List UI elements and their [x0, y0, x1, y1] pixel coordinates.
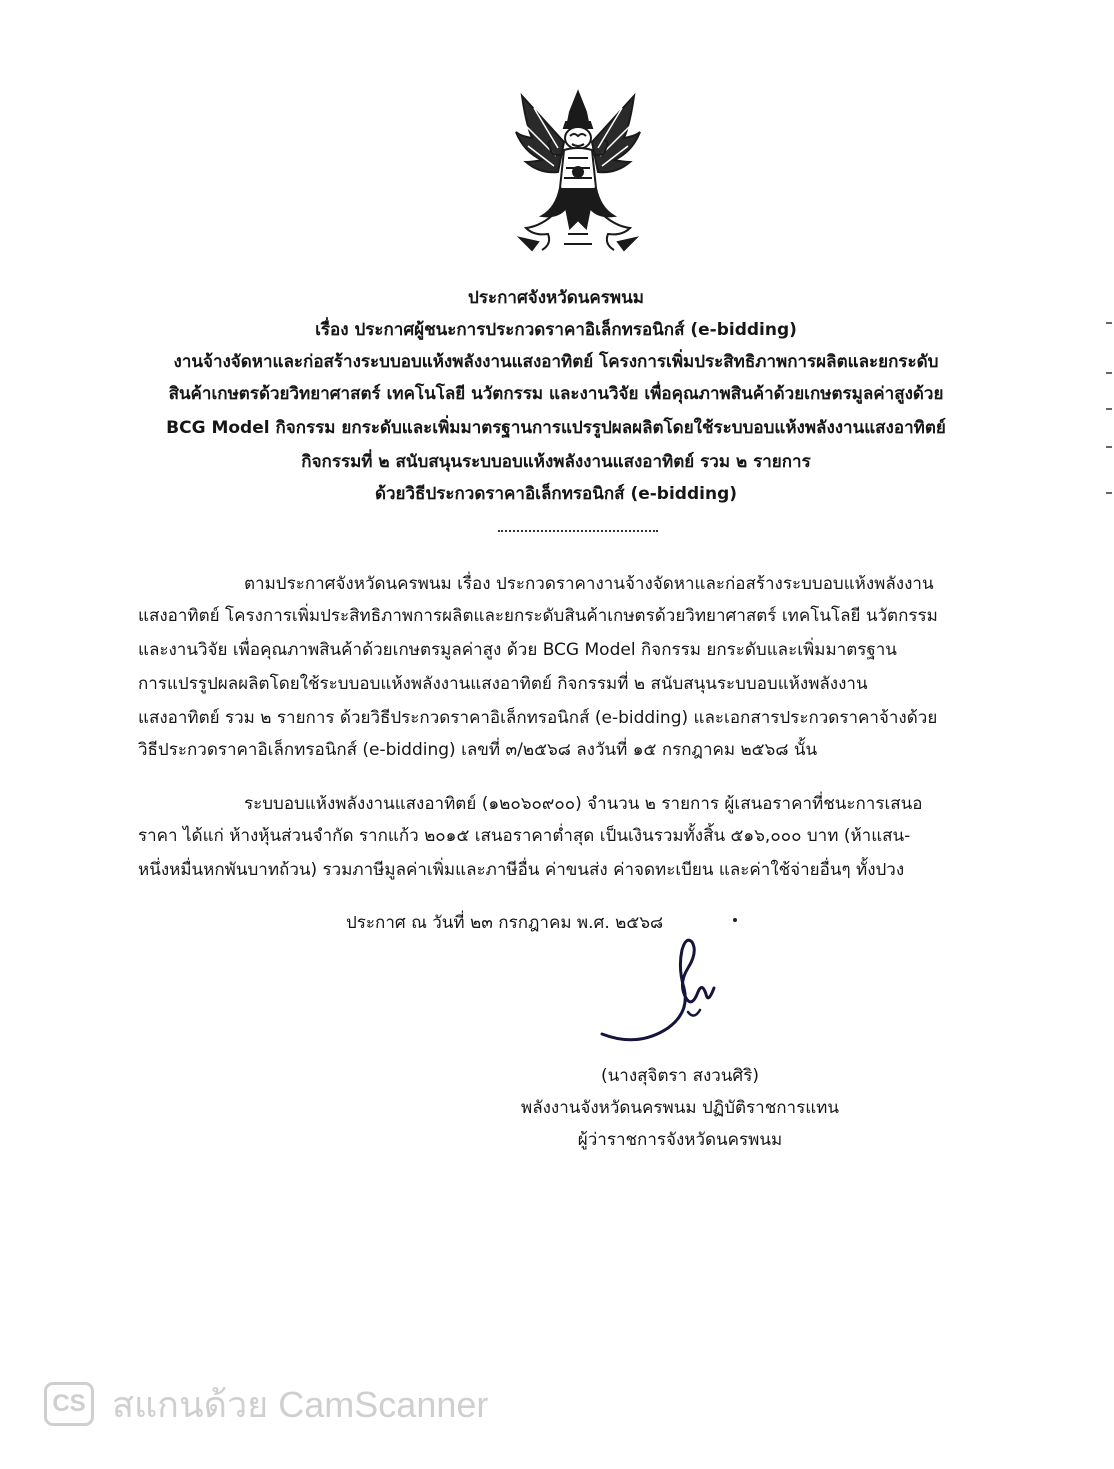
- scan-edge-mark: [1106, 446, 1112, 448]
- paragraph1-line-6: วิธีประกวดราคาอิเล็กทรอนิกส์ (e-bidding) เลขที่ ๓/๒๕๖๘ ลงวันที่ ๑๕ กรกฎาคม ๒๕๖๘ นั้น: [138, 740, 818, 760]
- signature-icon: [598, 928, 718, 1050]
- signatory-position: พลังงานจังหวัดนครพนม ปฏิบัติราชการแทน: [520, 1098, 839, 1118]
- paragraph1-line-2: แสงอาทิตย์ โครงการเพิ่มประสิทธิภาพการผลิตและยกระดับสินค้าเกษตรด้วยวิทยาศาสตร์ เทคโนโลยี นวัตกรรม: [138, 606, 938, 626]
- scan-edge-mark: [1106, 372, 1112, 374]
- paragraph1-line-1: ตามประกาศจังหวัดนครพนม เรื่อง ประกวดราคางานจ้างจัดหาและก่อสร้างระบบอบแห้งพลังงาน: [244, 574, 934, 594]
- header-line-4: สินค้าเกษตรด้วยวิทยาศาสตร์ เทคโนโลยี นวัตกรรม และงานวิจัย เพื่อคุณภาพสินค้าด้วยเกษตรมูลค่าสูงด้วย: [168, 384, 944, 404]
- paragraph1-line-3: และงานวิจัย เพื่อคุณภาพสินค้าด้วยเกษตรมูลค่าสูง ด้วย BCG Model กิจกรรม ยกระดับและเพิ่มมาตรฐาน: [138, 640, 897, 660]
- paragraph2-line-1: ระบบอบแห้งพลังงานแสงอาทิตย์ (๑๒๐๖๐๙๐๐) จำนวน ๒ รายการ ผู้เสนอราคาที่ชนะการเสนอ: [244, 794, 923, 814]
- paragraph1-line-4: การแปรรูปผลผลิตโดยใช้ระบบอบแห้งพลังงานแสงอาทิตย์ กิจกรรมที่ ๒ สนับสนุนระบบอบแห้งพลังงาน: [138, 674, 868, 694]
- header-line-6: กิจกรรมที่ ๒ สนับสนุนระบบอบแห้งพลังงานแสงอาทิตย์ รวม ๒ รายการ: [301, 452, 811, 472]
- announcement-date: ประกาศ ณ วันที่ ๒๓ กรกฎาคม พ.ศ. ๒๕๖๘: [346, 913, 664, 933]
- header-line-1: ประกาศจังหวัดนครพนม: [468, 288, 644, 308]
- header-line-5: BCG Model กิจกรรม ยกระดับและเพิ่มมาตรฐานการแปรรูปผลผลิตโดยใช้ระบบอบแห้งพลังงานแสงอาทิตย์: [166, 418, 946, 438]
- scan-edge-mark: [1106, 408, 1112, 410]
- garuda-emblem-icon: [512, 88, 644, 258]
- header-line-7: ด้วยวิธีประกวดราคาอิเล็กทรอนิกส์ (e-bidding): [374, 484, 738, 504]
- header-line-2: เรื่อง ประกาศผู้ชนะการประกวดราคาอิเล็กทรอนิกส์ (e-bidding): [315, 320, 797, 340]
- scan-edge-mark: [1106, 322, 1112, 324]
- scan-edge-mark: [1106, 492, 1112, 494]
- camscanner-logo-icon: CS: [44, 1382, 94, 1426]
- paragraph2-line-3: หนึ่งหมื่นหกพันบาทถ้วน) รวมภาษีมูลค่าเพิ่มและภาษีอื่น ค่าขนส่ง ค่าจดทะเบียน และค่าใช้จ่ายอื่นๆ ทั้งปวง: [138, 860, 905, 880]
- header-line-3: งานจ้างจัดหาและก่อสร้างระบบอบแห้งพลังงานแสงอาทิตย์ โครงการเพิ่มประสิทธิภาพการผลิตและยกระดับ: [173, 352, 939, 372]
- paragraph1-line-5: แสงอาทิตย์ รวม ๒ รายการ ด้วยวิธีประกวดราคาอิเล็กทรอนิกส์ (e-bidding) และเอกสารประกวดราคาจ้างด้วย: [138, 708, 938, 728]
- camscanner-text: สแกนด้วย CamScanner: [112, 1384, 489, 1425]
- signatory-title: ผู้ว่าราชการจังหวัดนครพนม: [577, 1130, 783, 1150]
- stray-dot: [733, 918, 737, 922]
- signatory-name: (นางสุจิตรา สงวนศิริ): [601, 1066, 759, 1086]
- paragraph2-line-2: ราคา ได้แก่ ห้างหุ้นส่วนจำกัด รากแก้ว ๒๐๑๕ เสนอราคาต่ำสุด เป็นเงินรวมทั้งสิ้น ๕๑๖,๐๐๐ บาท (ห้าแสน-: [138, 826, 911, 846]
- separator-dots: [498, 530, 658, 532]
